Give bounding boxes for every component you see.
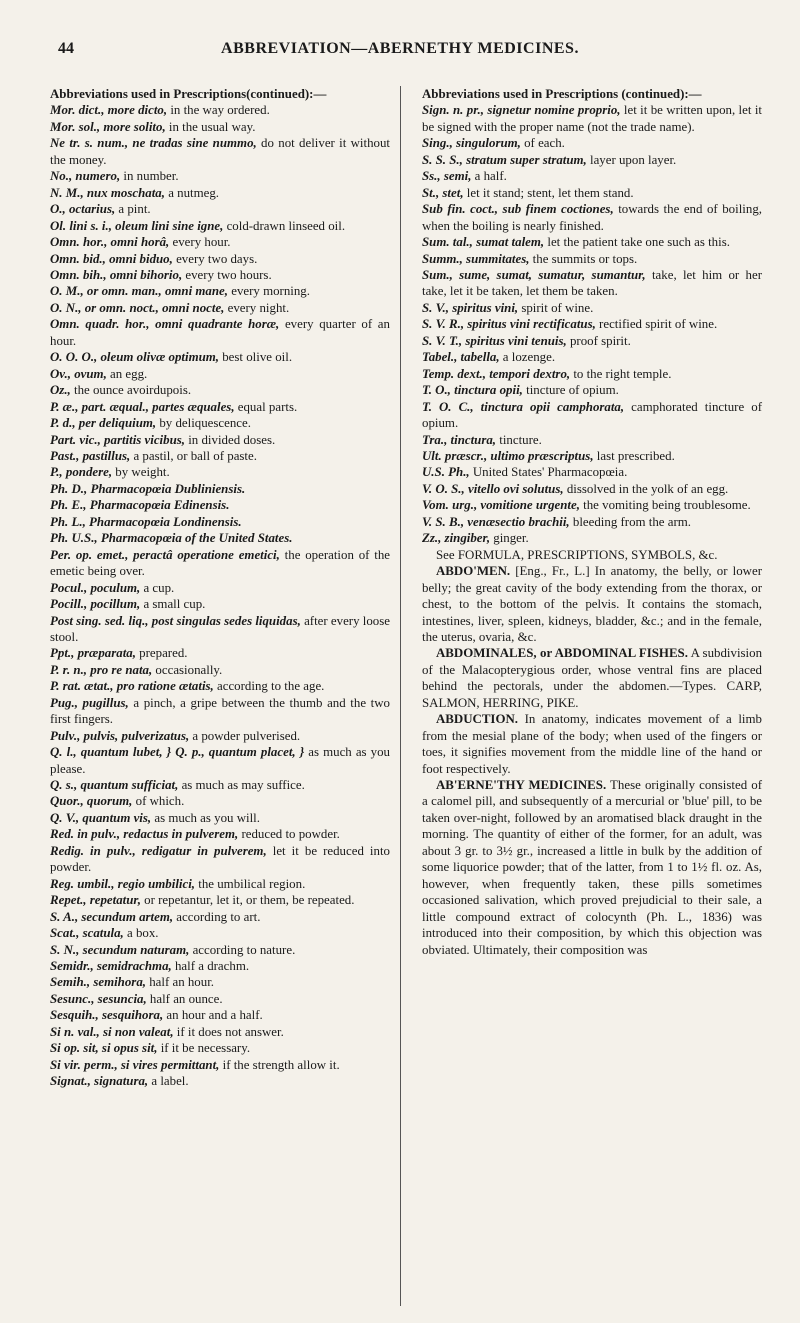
abbreviation-definition: half an ounce.	[146, 991, 223, 1006]
abbreviation-entry	[50, 580, 390, 596]
abbreviation-definition: by weight.	[112, 465, 170, 480]
abbreviation-entry	[50, 843, 390, 876]
abbreviation-entry	[50, 119, 390, 135]
abbreviation-definition: of which.	[132, 794, 185, 809]
abbreviation-entry	[422, 267, 762, 300]
abbreviation-definition: a powder pulverised.	[189, 728, 301, 743]
abbreviation-definition: according to nature.	[189, 942, 296, 957]
abbreviation-definition: an egg.	[106, 366, 148, 381]
abbreviation-term: Ph. E., Pharmacopœia Edinensis.	[50, 498, 230, 513]
abbreviation-definition: reduced to powder.	[238, 827, 340, 842]
abbreviation-definition: if it be necessary.	[157, 1041, 251, 1056]
abbreviation-term: Pocul., poculum,	[50, 580, 141, 595]
abbreviation-term: O. M., or omn. man., omni mane,	[50, 284, 228, 299]
abbreviation-definition: do not deliver it without the money.	[50, 136, 390, 167]
abbreviation-term: Past., pastillus,	[50, 448, 131, 463]
abbreviation-term: Oz.,	[50, 383, 71, 398]
abbreviation-term: No., numero,	[50, 169, 121, 184]
abbreviation-definition: as much as you please.	[50, 745, 391, 776]
abbreviation-term: S. V., spiritus vini,	[422, 300, 519, 315]
abbreviation-entry	[50, 662, 390, 678]
abbreviation-entry	[50, 876, 390, 892]
abbreviation-entry	[422, 349, 762, 365]
abbreviation-term: Ph. L., Pharmacopœia Londinensis.	[50, 514, 242, 529]
article-body: [Eng., Fr., L.] In anatomy, the belly, or lower belly; the great cavity of the body extending from the thorax, or chest, to the bottom of the pelvis. It contains the stomach, intestines, liver, spleen, kidneys, bladder, &c.; and in the female, the uterus, ovaria, &c.	[422, 564, 762, 644]
abbreviation-definition: the vomiting being troublesome.	[579, 498, 751, 513]
abbreviation-entry	[50, 695, 390, 728]
abbreviation-entry	[50, 974, 390, 990]
abbreviation-entry	[50, 596, 390, 612]
abbreviation-term: Q. l., quantum lubet, } Q. p., quantum placet, }	[50, 745, 305, 760]
abbreviation-definition: according to art.	[173, 909, 261, 924]
abbreviation-entry	[50, 283, 390, 299]
abbreviation-entry	[50, 251, 390, 267]
abbreviation-term: Omn. bih., omni bihorio,	[50, 267, 183, 282]
dictionary-article	[422, 777, 762, 958]
abbreviation-entry	[50, 892, 390, 908]
abbreviation-definition: a pastil, or ball of paste.	[130, 448, 257, 463]
abbreviation-entry	[50, 613, 390, 646]
abbreviation-term: Q. s., quantum sufficiat,	[50, 778, 179, 793]
abbreviation-term: Sesquih., sesquihora,	[50, 1008, 164, 1023]
abbreviation-term: S. V. T., spiritus vini tenuis,	[422, 333, 567, 348]
abbreviation-term: Signat., signatura,	[50, 1074, 149, 1089]
abbreviation-entry	[50, 810, 390, 826]
see-also: See FORMULA, PRESCRIPTIONS, SYMBOLS, &c.	[436, 547, 718, 562]
left-column-heading: Abbreviations used in Prescriptions(continued):—	[50, 87, 327, 101]
abbreviation-entry	[50, 744, 390, 777]
abbreviation-entry	[422, 464, 762, 480]
abbreviation-entry	[422, 497, 762, 513]
abbreviation-term: Q. V., quantum vis,	[50, 810, 152, 825]
abbreviation-definition: a small cup.	[140, 597, 206, 612]
abbreviation-definition: camphorated tincture of opium.	[422, 399, 762, 431]
abbreviation-definition: in divided doses.	[185, 432, 276, 447]
abbreviation-entry	[50, 1024, 390, 1040]
abbreviation-term: P. rat. ætat., pro ratione ætatis,	[50, 679, 214, 694]
abbreviation-entry	[50, 793, 390, 809]
abbreviation-entry	[422, 201, 762, 234]
article-body: A subdivision of the Malacopterygious order, whose ventral fins are placed behind the pectorals, under the abdomen.—Types. CARP, SALMON, HERRING, PIKE.	[422, 646, 763, 710]
abbreviation-term: S. A., secundum artem,	[50, 909, 174, 924]
abbreviation-definition: half an hour.	[145, 975, 214, 990]
abbreviation-entry	[422, 432, 762, 448]
abbreviation-definition: by deliquescence.	[156, 416, 251, 431]
abbreviation-definition: or repetantur, let it, or them, be repeated.	[140, 893, 355, 908]
abbreviation-term: S. N., secundum naturam,	[50, 942, 190, 957]
abbreviation-entry	[422, 185, 762, 201]
abbreviation-entry	[422, 366, 762, 382]
article-headword: AB'ERNE'THY MEDICINES.	[436, 778, 607, 793]
abbreviation-term: Zz., zingiber,	[422, 531, 491, 546]
abbreviation-entry	[422, 448, 762, 464]
abbreviation-definition: spirit of wine.	[518, 300, 594, 315]
abbreviation-definition: a cup.	[140, 580, 175, 595]
abbreviation-entry	[422, 135, 762, 151]
abbreviation-definition: occasionally.	[152, 662, 223, 677]
abbreviation-entry	[50, 728, 390, 744]
article-body: In anatomy, indicates movement of a limb from the mesial plane of the body; when used of the fingers or toes, it signifies movement from the middle line of the hand or foot respectively.	[422, 712, 762, 776]
abbreviation-definition: let it be reduced into powder.	[50, 843, 390, 875]
abbreviation-term: T. O., tinctura opii,	[422, 383, 523, 398]
abbreviation-term: Pocill., pocillum,	[50, 597, 141, 612]
abbreviation-term: Per. op. emet., peractâ operatione emetici,	[50, 547, 280, 562]
abbreviation-definition: let it be written upon, let it be signed with the proper name (not the trade name).	[422, 103, 762, 134]
abbreviation-entry	[50, 942, 390, 958]
abbreviation-entry	[50, 464, 390, 480]
abbreviation-term: Redig. in pulv., redigatur in pulverem,	[50, 843, 267, 858]
abbreviation-definition: a half.	[471, 169, 507, 184]
abbreviation-definition: equal parts.	[234, 399, 298, 414]
abbreviation-entry	[50, 481, 390, 497]
abbreviation-term: S. V. R., spiritus vini rectificatus,	[422, 317, 596, 332]
abbreviation-term: Mor. sol., more solito,	[50, 119, 166, 134]
abbreviation-term: Pug., pugillus,	[50, 695, 129, 710]
abbreviation-entry	[50, 366, 390, 382]
abbreviation-definition: bleeding from the arm.	[569, 514, 692, 529]
abbreviation-term: Ph. U.S., Pharmacopœia of the United States.	[50, 531, 293, 546]
abbreviation-definition: dissolved in the yolk of an egg.	[563, 481, 729, 496]
abbreviation-term: Scat., scatula,	[50, 926, 124, 941]
abbreviation-term: Sesunc., sesuncia,	[50, 991, 147, 1006]
abbreviation-term: Omn. bid., omni biduo,	[50, 251, 173, 266]
abbreviation-entry	[50, 218, 390, 234]
abbreviation-entry	[50, 1073, 390, 1089]
left-column	[50, 86, 401, 1306]
abbreviation-entry	[50, 399, 390, 415]
abbreviation-term: Ss., semi,	[422, 169, 472, 184]
abbreviation-term: Pulv., pulvis, pulverizatus,	[50, 728, 190, 743]
abbreviation-term: P. æ., part. æqual., partes æquales,	[50, 399, 235, 414]
abbreviation-definition: every night.	[224, 300, 290, 315]
abbreviation-term: Omn. quadr. hor., omni quadrante horæ,	[50, 317, 280, 332]
abbreviation-term: Part. vic., partitis vicibus,	[50, 432, 185, 447]
articles	[422, 563, 762, 958]
right-column-heading: Abbreviations used in Prescriptions (continued):—	[422, 87, 702, 101]
abbreviation-definition: United States' Pharmacopœia.	[469, 465, 628, 480]
abbreviation-entry	[422, 316, 762, 332]
abbreviation-entry	[422, 530, 762, 546]
abbreviation-entry	[50, 432, 390, 448]
abbreviation-entry	[50, 925, 390, 941]
abbreviation-entry	[422, 514, 762, 530]
abbreviation-term: Si vir. perm., si vires permittant,	[50, 1057, 220, 1072]
abbreviation-entry	[50, 267, 390, 283]
abbreviation-term: Si op. sit, si opus sit,	[50, 1041, 158, 1056]
abbreviation-definition: ginger.	[490, 531, 529, 546]
abbreviation-term: O. O. O., oleum olivæ optimum,	[50, 350, 220, 365]
dictionary-article	[422, 711, 762, 777]
abbreviation-definition: let the patient take one such as this.	[544, 235, 730, 250]
abbreviation-definition: in number.	[120, 169, 179, 184]
abbreviation-entry	[50, 185, 390, 201]
abbreviation-definition: after every loose stool.	[50, 613, 390, 644]
abbreviation-term: N. M., nux moschata,	[50, 185, 165, 200]
abbreviation-entry	[50, 991, 390, 1007]
abbreviation-definition: towards the end of boiling, when the boiling is nearly finished.	[422, 202, 762, 233]
abbreviation-entry	[50, 382, 390, 398]
abbreviation-entry	[50, 826, 390, 842]
abbreviation-entry	[50, 168, 390, 184]
abbreviation-definition: to the right temple.	[570, 366, 672, 381]
abbreviation-entry	[50, 497, 390, 513]
abbreviation-entry	[50, 530, 390, 546]
abbreviation-term: Sum. tal., sumat talem,	[422, 235, 545, 250]
abbreviation-definition: the operation of the emetic being over.	[50, 547, 390, 579]
abbreviation-definition: layer upon layer.	[586, 152, 677, 167]
abbreviation-definition: tincture of opium.	[522, 383, 619, 398]
abbreviation-definition: as much as you will.	[151, 810, 260, 825]
abbreviation-definition: in the usual way.	[165, 119, 256, 134]
abbreviation-term: Sing., singulorum,	[422, 136, 521, 151]
abbreviation-definition: as much as may suffice.	[178, 778, 305, 793]
abbreviation-term: P. d., per deliquium,	[50, 416, 157, 431]
abbreviation-definition: the summits or tops.	[529, 251, 638, 266]
abbreviation-entry	[50, 1040, 390, 1056]
right-entries	[422, 102, 762, 546]
abbreviation-definition: let it stand; stent, let them stand.	[463, 185, 634, 200]
abbreviation-term: Sum., sume, sumat, sumatur, sumantur,	[422, 267, 646, 282]
abbreviation-term: Semih., semihora,	[50, 975, 146, 990]
abbreviation-definition: a label.	[148, 1074, 189, 1089]
abbreviation-definition: take, let him or her take, let it be taken, let them be taken.	[422, 267, 762, 299]
left-entries	[50, 102, 390, 1089]
abbreviation-term: Temp. dext., tempori dextro,	[422, 366, 571, 381]
abbreviation-entry	[50, 1057, 390, 1073]
abbreviation-definition: if the strength allow it.	[219, 1057, 340, 1072]
abbreviation-term: Si n. val., si non valeat,	[50, 1024, 174, 1039]
abbreviation-definition: last prescribed.	[593, 448, 675, 463]
abbreviation-term: Omn. hor., omni horâ,	[50, 235, 170, 250]
abbreviation-entry	[50, 349, 390, 365]
abbreviation-entry	[422, 300, 762, 316]
abbreviation-definition: a lozenge.	[499, 350, 556, 365]
abbreviation-entry	[50, 415, 390, 431]
abbreviation-term: Ult. præscr., ultimo præscriptus,	[422, 448, 594, 463]
abbreviation-entry	[50, 645, 390, 661]
right-column	[422, 86, 762, 1306]
abbreviation-term: Ol. lini s. i., oleum lini sine igne,	[50, 218, 224, 233]
abbreviation-definition: every quarter of an hour.	[50, 317, 390, 348]
abbreviation-term: V. S. B., venæsectio brachii,	[422, 514, 570, 529]
abbreviation-definition: in the way ordered.	[167, 103, 270, 118]
abbreviation-entry	[50, 678, 390, 694]
abbreviation-term: O., octarius,	[50, 202, 116, 217]
abbreviation-definition: if it does not answer.	[173, 1024, 284, 1039]
abbreviation-definition: every two hours.	[182, 267, 272, 282]
abbreviation-definition: every morning.	[228, 284, 310, 299]
abbreviation-definition: every hour.	[169, 235, 231, 250]
abbreviation-definition: best olive oil.	[219, 350, 293, 365]
article-headword: ABDOMINALES, or ABDOMINAL FISHES.	[436, 646, 688, 661]
abbreviation-entry	[50, 777, 390, 793]
abbreviation-definition: a box.	[123, 926, 159, 941]
abbreviation-definition: the umbilical region.	[195, 876, 306, 891]
abbreviation-entry	[50, 135, 390, 168]
abbreviation-entry	[422, 152, 762, 168]
abbreviation-entry	[50, 547, 390, 580]
page-number: 44	[58, 40, 74, 57]
abbreviation-term: S. S. S., stratum super stratum,	[422, 152, 587, 167]
abbreviation-definition: according to the age.	[213, 679, 325, 694]
abbreviation-term: Quor., quorum,	[50, 794, 133, 809]
abbreviation-term: St., stet,	[422, 185, 464, 200]
abbreviation-entry	[50, 316, 390, 349]
abbreviation-entry	[50, 1007, 390, 1023]
abbreviation-definition: prepared.	[135, 646, 188, 661]
abbreviation-term: Tabel., tabella,	[422, 350, 500, 365]
running-head: ABBREVIATION—ABERNETHY MEDICINES.	[221, 40, 579, 57]
abbreviation-term: Tra., tinctura,	[422, 432, 497, 447]
abbreviation-term: P., pondere,	[50, 465, 113, 480]
abbreviation-definition: a pinch, a gripe between the thumb and the two first fingers.	[50, 695, 390, 727]
abbreviation-entry	[50, 958, 390, 974]
abbreviation-definition: an hour and a half.	[163, 1008, 263, 1023]
abbreviation-term: Ov., ovum,	[50, 366, 107, 381]
abbreviation-entry	[50, 234, 390, 250]
abbreviation-term: Red. in pulv., redactus in pulverem,	[50, 827, 239, 842]
abbreviation-term: Vom. urg., vomitione urgente,	[422, 498, 580, 513]
abbreviation-term: Ph. D., Pharmacopœia Dubliniensis.	[50, 481, 246, 496]
abbreviation-term: Sign. n. pr., signetur nomine proprio,	[422, 103, 621, 118]
abbreviation-entry	[50, 514, 390, 530]
article-body: These originally consisted of a calomel pill, and subsequently of a mercurial or 'blue' pill, to be taken over-night, followed by an aromatised black draught in the morning. The quantity of either of the former, for an adult, was about 3 gr. to 3½ gr., increased a little in bulk by the addition of some liquorice powder; that of the latter, from 1 to 1½ fl. oz. As, however, when frequently taken, these pills sometimes occasioned salivation, which proved prejudicial to their sale, a little compound extract of colocynth (Ph. L., 1836) was introduced into their composition, by which this objection was obviated. Ultimately, their composition was	[422, 778, 762, 957]
abbreviation-entry	[422, 481, 762, 497]
abbreviation-term: P. r. n., pro re nata,	[50, 662, 153, 677]
abbreviation-term: Mor. dict., more dicto,	[50, 103, 168, 118]
abbreviation-definition: of each.	[520, 136, 565, 151]
abbreviation-definition: half a drachm.	[171, 959, 250, 974]
abbreviation-entry	[50, 201, 390, 217]
text-columns	[50, 86, 762, 1306]
abbreviation-definition: the ounce avoirdupois.	[70, 383, 192, 398]
abbreviation-entry	[422, 382, 762, 398]
abbreviation-definition: cold-drawn linseed oil.	[223, 218, 346, 233]
abbreviation-definition: proof spirit.	[566, 333, 631, 348]
abbreviation-definition: every two days.	[172, 251, 258, 266]
article-headword: ABDO'MEN.	[436, 564, 511, 579]
abbreviation-entry	[50, 448, 390, 464]
dictionary-article	[422, 563, 762, 645]
abbreviation-term: O. N., or omn. noct., omni nocte,	[50, 300, 225, 315]
abbreviation-entry	[422, 234, 762, 250]
abbreviation-entry	[50, 102, 390, 118]
abbreviation-definition: tincture.	[496, 432, 542, 447]
abbreviation-entry	[422, 168, 762, 184]
abbreviation-term: U.S. Ph.,	[422, 465, 470, 480]
abbreviation-term: Semidr., semidrachma,	[50, 959, 172, 974]
abbreviation-entry	[50, 300, 390, 316]
abbreviation-term: V. O. S., vitello ovi solutus,	[422, 481, 564, 496]
abbreviation-term: Post sing. sed. liq., post singulas sedes liquidas,	[50, 613, 301, 628]
abbreviation-term: Repet., repetatur,	[50, 893, 141, 908]
abbreviation-term: Reg. umbil., regio umbilici,	[50, 876, 196, 891]
dictionary-article	[422, 645, 762, 711]
abbreviation-term: T. O. C., tinctura opii camphorata,	[422, 399, 625, 414]
article-headword: ABDUCTION.	[436, 712, 519, 727]
abbreviation-term: Ne tr. s. num., ne tradas sine nummo,	[50, 136, 257, 151]
abbreviation-term: Sub fin. coct., sub finem coctiones,	[422, 202, 614, 217]
abbreviation-definition: a pint.	[115, 202, 151, 217]
abbreviation-entry	[50, 909, 390, 925]
abbreviation-definition: rectified spirit of wine.	[595, 317, 718, 332]
abbreviation-entry	[422, 333, 762, 349]
abbreviation-entry	[422, 399, 762, 432]
abbreviation-term: Summ., summitates,	[422, 251, 530, 266]
abbreviation-definition: a nutmeg.	[164, 185, 220, 200]
abbreviation-term: Ppt., præparata,	[50, 646, 136, 661]
abbreviation-entry	[422, 102, 762, 135]
abbreviation-entry	[422, 251, 762, 267]
